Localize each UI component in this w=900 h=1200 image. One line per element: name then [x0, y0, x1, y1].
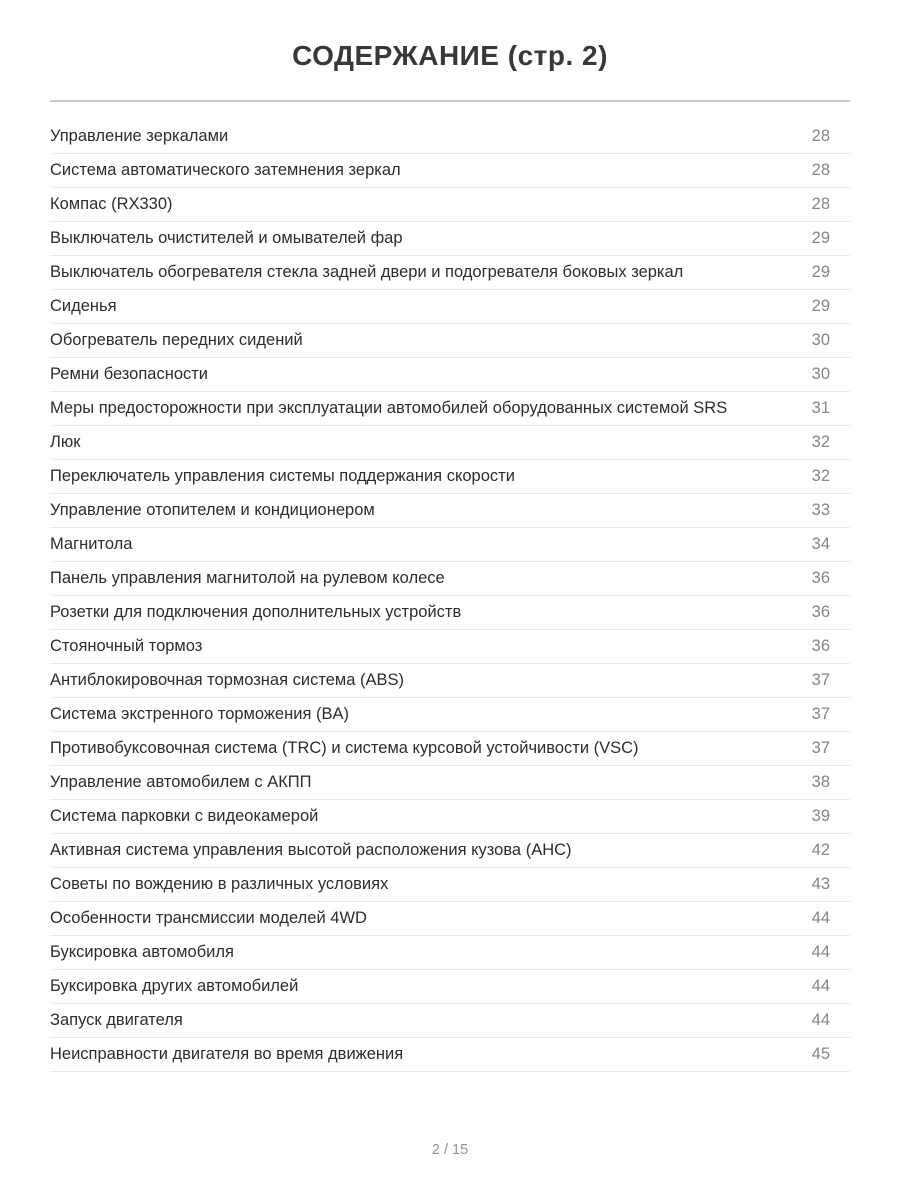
toc-item-title: Антиблокировочная тормозная система (ABS) [50, 671, 404, 689]
toc-item-page-number: 43 [811, 875, 830, 893]
toc-row [50, 426, 850, 460]
toc-item-page-number: 28 [811, 195, 830, 213]
toc-row [50, 834, 850, 868]
toc-row [50, 664, 850, 698]
toc-item-page-number: 44 [811, 1011, 830, 1029]
toc-row [50, 460, 850, 494]
toc-row [50, 868, 850, 902]
toc-item-title: Ремни безопасности [50, 365, 209, 383]
toc-item-title: Система парковки с видеокамерой [50, 807, 319, 825]
toc-item-title: Система автоматического затемнения зеркал [50, 161, 401, 179]
toc-item-title: Панель управления магнитолой на рулевом колесе [50, 569, 445, 587]
toc-item-page-number: 44 [811, 909, 830, 927]
toc-row [50, 222, 850, 256]
toc-item-title: Сиденья [50, 297, 117, 315]
toc-row [50, 562, 850, 596]
toc-row [50, 970, 850, 1004]
toc-item-page-number: 30 [811, 331, 830, 349]
toc-item-title: Особенности трансмиссии моделей 4WD [50, 909, 367, 927]
toc-list [50, 120, 850, 1072]
toc-item-page-number: 36 [811, 603, 830, 621]
toc-item-title: Розетки для подключения дополнительных устройств [50, 603, 462, 621]
toc-item-page-number: 28 [811, 161, 830, 179]
toc-row [50, 494, 850, 528]
toc-item-title: Компас (RX330) [50, 195, 173, 213]
toc-row [50, 596, 850, 630]
toc-row [50, 800, 850, 834]
toc-item-title: Обогреватель передних сидений [50, 331, 303, 349]
toc-item-page-number: 37 [811, 671, 830, 689]
toc-item-page-number: 29 [811, 229, 830, 247]
toc-row [50, 1038, 850, 1072]
toc-row [50, 936, 850, 970]
toc-item-title: Буксировка других автомобилей [50, 977, 299, 995]
toc-item-page-number: 32 [811, 467, 830, 485]
toc-row [50, 698, 850, 732]
toc-row [50, 120, 850, 154]
toc-item-page-number: 34 [811, 535, 830, 553]
toc-item-page-number: 37 [811, 739, 830, 757]
toc-row [50, 528, 850, 562]
toc-item-page-number: 28 [811, 127, 830, 145]
toc-row [50, 766, 850, 800]
toc-item-page-number: 42 [811, 841, 830, 859]
toc-item-title: Советы по вождению в различных условиях [50, 875, 389, 893]
toc-item-page-number: 32 [811, 433, 830, 451]
toc-row [50, 324, 850, 358]
toc-row [50, 392, 850, 426]
toc-item-title: Система экстренного торможения (BA) [50, 705, 349, 723]
toc-row [50, 630, 850, 664]
toc-item-title: Управление отопителем и кондиционером [50, 501, 375, 519]
header-divider [50, 100, 850, 102]
toc-item-title: Магнитола [50, 535, 133, 553]
toc-item-page-number: 39 [811, 807, 830, 825]
toc-item-page-number: 31 [811, 399, 830, 417]
toc-item-title: Неисправности двигателя во время движения [50, 1045, 404, 1063]
toc-item-page-number: 36 [811, 569, 830, 587]
toc-item-page-number: 44 [811, 943, 830, 961]
toc-item-title: Активная система управления высотой расположения кузова (AHC) [50, 841, 572, 859]
toc-item-title: Противобуксовочная система (TRC) и система курсовой устойчивости (VSC) [50, 739, 639, 757]
toc-item-page-number: 44 [811, 977, 830, 995]
toc-item-title: Управление автомобилем с АКПП [50, 773, 312, 791]
page-title: СОДЕРЖАНИЕ (стр. 2) [292, 40, 608, 71]
toc-row [50, 154, 850, 188]
toc-item-title: Запуск двигателя [50, 1011, 183, 1029]
toc-item-page-number: 30 [811, 365, 830, 383]
toc-item-title: Выключатель очистителей и омывателей фар [50, 229, 403, 247]
toc-item-page-number: 29 [811, 263, 830, 281]
page-number-indicator: 2 / 15 [431, 1142, 469, 1158]
toc-item-page-number: 37 [811, 705, 830, 723]
toc-item-title: Выключатель обогревателя стекла задней двери и подогревателя боковых зеркал [50, 263, 684, 281]
toc-item-title: Переключатель управления системы поддержания скорости [50, 467, 515, 485]
toc-row [50, 290, 850, 324]
toc-item-title: Стояночный тормоз [50, 637, 203, 655]
toc-row [50, 1004, 850, 1038]
toc-row [50, 188, 850, 222]
toc-row [50, 732, 850, 766]
toc-item-page-number: 45 [811, 1045, 830, 1063]
toc-item-page-number: 36 [811, 637, 830, 655]
toc-item-title: Буксировка автомобиля [50, 943, 234, 961]
toc-row [50, 256, 850, 290]
toc-item-page-number: 38 [811, 773, 830, 791]
toc-item-page-number: 33 [811, 501, 830, 519]
toc-item-title: Управление зеркалами [50, 127, 229, 145]
toc-item-title: Меры предосторожности при эксплуатации автомобилей оборудованных системой SRS [50, 399, 728, 417]
toc-item-title: Люк [50, 433, 81, 451]
toc-row [50, 358, 850, 392]
toc-item-page-number: 29 [811, 297, 830, 315]
toc-row [50, 902, 850, 936]
